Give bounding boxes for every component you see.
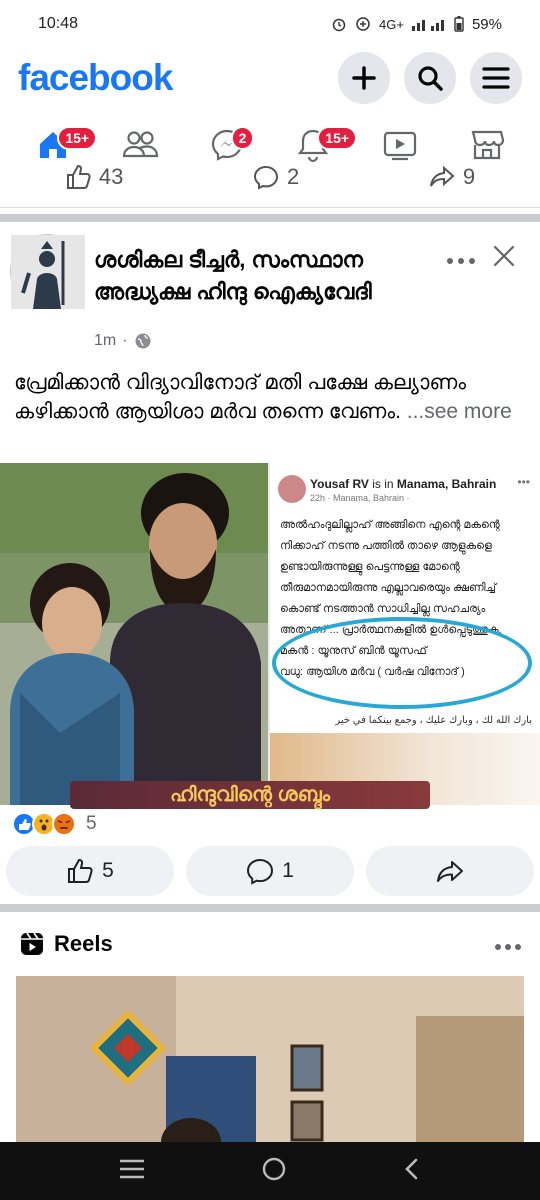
status-time: 10:48 (38, 15, 79, 32)
post-meta (94, 332, 152, 350)
angry-reaction-icon (52, 812, 76, 836)
embedded-screenshot (270, 463, 540, 805)
hamburger-icon (482, 66, 510, 90)
highlight-oval (272, 617, 532, 709)
globe-icon (134, 332, 152, 350)
reaction-summary[interactable] (12, 812, 97, 836)
plus-icon (351, 65, 377, 91)
friends-icon (121, 128, 159, 162)
couple-photo-illustration (0, 463, 268, 805)
post-header (0, 222, 540, 362)
reels-header (0, 920, 540, 968)
tab-watch[interactable] (370, 120, 430, 170)
tab-notifications[interactable] (283, 120, 350, 170)
post-text (14, 368, 524, 426)
close-icon (490, 242, 518, 270)
comment-button[interactable] (186, 846, 354, 896)
screenshot-is-in: is in (368, 477, 397, 491)
back-button[interactable] (402, 1157, 422, 1186)
reels-label: Reels (54, 931, 113, 956)
post-image[interactable] (0, 463, 540, 805)
author-name[interactable]: ശശികല ടീച്ചർ, സംസ്ഥാന അദ്ധ്യക്ഷ ഹിന്ദു ഐക്യവേദി (94, 247, 372, 304)
network-type: 4G+ (379, 16, 404, 32)
home-badge: 15+ (57, 126, 97, 150)
prev-share-count: 9 (462, 164, 476, 189)
screenshot-header (310, 477, 496, 491)
more-horizontal-icon (446, 256, 476, 266)
screenshot-bride: വധു: ആയിശ മർവ ( വർഷ വിനോദ് ) (280, 666, 465, 678)
comment-count: 1 (282, 859, 294, 882)
screenshot-arabic: بارك الله لك ، وبارك عليك ، وجمع بينكما في خير (335, 715, 532, 726)
menu-button[interactable] (470, 52, 522, 104)
screenshot-more-icon: ••• (517, 475, 530, 489)
tab-friends[interactable] (110, 120, 170, 170)
battery-level: 59% (471, 15, 502, 33)
reels-title[interactable] (20, 931, 113, 957)
search-icon (416, 64, 444, 92)
status-bar (0, 0, 540, 48)
screenshot-body-text: അൽഹംദുലില്ലാഹ് അങ്ങിനെ എന്റെ മകന്റെ നിക്കാഹ് നടന്നു പത്തിൽ താഴെ ആളുകളെ ഉണ്ടായിരുന്നുള്ളു പെട്ടന്നുള്ള മോന്റെ തീരുമാനമായിരുന്നു എല്ലാവരെയും ക്ഷണിച്ച് കൊണ്ട് നടത്താൻ സാധിച്ചില്ല സഹചര്യം അതാണ് ... പ്രാർത്ഥനകളിൽ ഉൾപ്പെടുത്തുക. (280, 519, 502, 636)
like-button[interactable] (6, 846, 174, 896)
hide-post-button[interactable] (490, 242, 518, 275)
share-icon (436, 857, 464, 885)
signal-icon (412, 17, 446, 31)
deity-avatar-image (11, 235, 85, 309)
like-icon (65, 164, 91, 190)
feed-divider (0, 214, 540, 222)
battery-icon (454, 16, 464, 32)
recents-icon (118, 1158, 146, 1180)
back-icon (402, 1157, 422, 1181)
like-icon (66, 857, 94, 885)
meta-separator: · (122, 332, 128, 349)
image-caption: ഹിന്ദുവിന്റെ ശബ്ദം (70, 781, 430, 809)
tab-home[interactable] (23, 120, 90, 170)
screenshot-avatar (278, 475, 306, 503)
see-more-link[interactable]: ...see more (400, 400, 512, 423)
reel-thumbnail (16, 976, 524, 1146)
post-body: പ്രേമിക്കാൻ വിദ്യാവിനോദ് മതി പക്ഷേ കല്യാണം കഴിക്കാൻ ആയിശാ മർവ തന്നെ വേണം. (14, 371, 467, 423)
prev-like-count: 43 (98, 164, 124, 189)
home-button[interactable] (261, 1156, 287, 1187)
previous-post-actions (0, 164, 540, 208)
share-button[interactable] (366, 846, 534, 896)
like-count: 5 (102, 859, 114, 882)
search-button[interactable] (404, 52, 456, 104)
prev-share-button[interactable] (429, 164, 475, 190)
prev-like-button[interactable] (65, 164, 123, 190)
more-horizontal-icon (494, 943, 522, 951)
reaction-count: 5 (86, 813, 97, 834)
comment-icon (246, 857, 274, 885)
prev-comment-button[interactable] (253, 164, 299, 190)
tab-marketplace[interactable] (457, 120, 517, 170)
reels-more-options[interactable] (494, 931, 522, 957)
share-icon (429, 164, 455, 190)
screenshot-groom: മകൻ : യൂനുസ് ബിൻ യൂസഫ് (280, 645, 427, 657)
shop-icon (469, 128, 505, 162)
system-nav-bar (0, 1142, 540, 1200)
post-more-options[interactable] (446, 246, 476, 272)
couple-photo (0, 463, 268, 805)
notifications-badge: 15+ (317, 126, 357, 150)
prev-comment-count: 2 (286, 164, 300, 189)
post-actions (0, 846, 540, 898)
comment-icon (253, 164, 279, 190)
status-icons (331, 16, 502, 33)
alarm-icon (331, 16, 347, 32)
facebook-logo[interactable]: facebook (18, 57, 173, 98)
author-avatar[interactable] (10, 234, 84, 308)
screenshot-meta: 22h · Manama, Bahrain · (310, 493, 410, 503)
feed-divider-2 (0, 904, 540, 912)
app-header (0, 48, 540, 108)
home-circle-icon (261, 1156, 287, 1182)
screenshot-location: Manama, Bahrain (396, 477, 497, 491)
create-button[interactable] (338, 52, 390, 104)
tab-messenger[interactable] (197, 120, 257, 170)
data-saver-icon (355, 16, 371, 32)
reels-icon (20, 932, 44, 956)
header-actions (338, 52, 522, 104)
video-icon (382, 129, 418, 161)
messenger-badge: 2 (231, 126, 255, 150)
recents-button[interactable] (118, 1158, 146, 1185)
post-time[interactable]: 1m (94, 332, 117, 349)
screenshot-author: Yousaf RV (310, 477, 369, 491)
reel-card[interactable] (16, 976, 524, 1146)
